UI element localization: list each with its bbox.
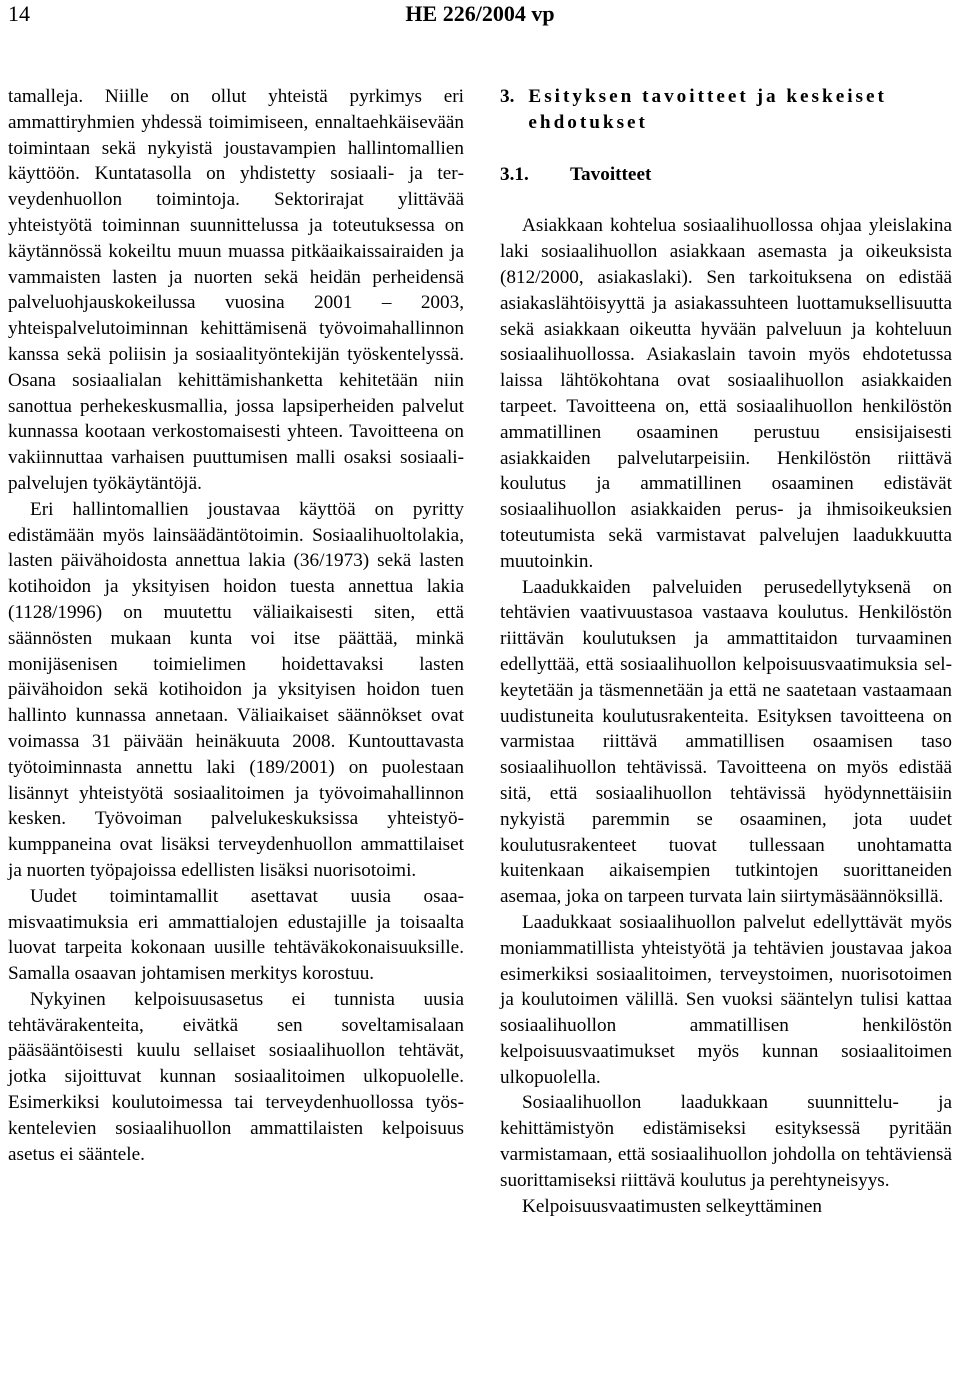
subsection-title: Tavoitteet [570,163,652,185]
page-number: 14 [8,1,30,26]
subsection-number: 3.1. [500,163,529,185]
section-title: Esityksen tavoitteet ja keskeiset ehdotukset [528,86,887,133]
right-paragraph-1: Asiakkaan kohtelua sosiaalihuollossa ohjaa yleislakina laki sosiaalihuollon asiakkaan asemasta ja oikeuksista (812/2000, asiakaslaki). Sen tarkoituksena on edistää asiakaslähtöisyyttä ja asiakassuhteen luottamuksellisuutta sekä asiakkaan oikeutta hyvään palveluun ja kohteluun sosiaalihuollossa. Asiakaslain tavoin myös ehdotetussa laissa lähtökohtana ovat sosiaalihuollon asiakkaiden tarpeet. Tavoitteena on, että sosiaalihuollon henkilöstön ammatillinen osaaminen perustuu ensisijaisesti asiakkaiden palvelutarpeisiin. Henkilöstön riittävä koulutus ja ammatillinen osaaminen edistävät sosiaalihuollon asiakkaiden perus- ja ihmisoikeuksien toteutumista sekä varmistavat palvelujen laadukkuutta muutoinkin. [500,215,952,572]
left-paragraph-4: Nykyinen kelpoisuusasetus ei tunnista uusia tehtävärakenteita, eivätkä sen soveltamisalaan pääsääntöisesti kuulu sellaiset sosiaalihuollon tehtävät, jotka sijoittuvat kunnan sosiaalitoimen ulkopuolelle. Esimerkiksi koulutoimessa tai terveydenhuollossa työskentelevien sosiaalihuollon ammattilaisten kelpoisuus asetus ei sääntele. [8,988,464,1165]
section-number: 3. [500,86,515,107]
right-paragraph-5: Kelpoisuusvaatimusten selkeyttäminen [522,1195,823,1217]
left-paragraph-3: Uudet toimintamallit asettavat uusia osaamisvaatimuksia eri ammattialojen edustajille ja toisaalta luovat tarpeita kokonaan uusille tehtäväkokonaisuuksille. Samalla osaavan johtamisen merkitys korostuu. [8,885,464,985]
left-column [8,84,464,1167]
right-column [500,84,952,1219]
left-paragraph-1: tamalleja. Niille on ollut yhteistä pyrkimys eri ammattiryhmien yhdessä toimimiseen, ennaltaehkäisevään toimintaan sekä nykyistä joustavampien hallintomallien käyttöön. Kuntatasolla on yhdistetty sosiaali- ja terveydenhuollon toimintoja. Sektorirajat ylittävää yhteistyötä toiminnan suunnittelussa ja toteutuksessa on käytännössä kokeiltu muun muassa pitkäaikaissairaiden ja vammaisten lasten ja nuorten sekä heidän perheidensä palveluohjauskokeilussa vuosina 2001 – 2003, yhteispalvelutoiminnan kehittämisenä työvoimahallinnon kanssa sekä poliisin ja sosiaalityöntekijän työskentelyssä. Osana sosiaalialan kehittämishanketta kehitetään niin sanottua perhekeskusmallia, jossa lapsiperheiden palvelut kunnassa kootaan verkostomaisesti yhteen. Tavoitteena on vakiinnuttaa varhaisen puuttumisen malli osaksi sosiaalipalvelujen työkäytäntöjä. [8,86,464,494]
right-paragraph-4: Sosiaalihuollon laadukkaan suunnittelu- ja kehittämistyön edistämiseksi esityksessä pyritään varmistamaan, että sosiaalihuollon johdolla on tehtäviensä suorittamiseksi riittävä koulutus ja perehtyneisyys. [500,1092,952,1191]
document-identifier: HE 226/2004 vp [405,1,555,26]
subsection-heading [500,162,952,188]
section-heading [500,84,952,136]
right-paragraph-3: Laadukkaat sosiaalihuollon palvelut edellyttävät myös moniammatillista yhteistyötä ja tehtävien joustavaa jakoa esimerkiksi sosiaalitoimen, terveystoimen, nuorisotoimen ja koulutoimen välillä. Sen vuoksi sääntelyn tulisi kattaa sosiaalihuollon ammatillisen henkilöstön kelpoisuusvaatimukset myös kunnan sosiaalitoimen ulkopuolella. [500,911,952,1088]
left-paragraph-2: Eri hallintomallien joustavaa käyttöä on pyritty edistämään myös lainsäädäntötoimin. Sosiaalihuoltolakia, lasten päivähoidosta annettua lakia (36/1973) sekä lasten kotihoidon ja yksityisen hoidon tuesta annettua lakia (1128/1996) on muutettu väliaikaisesti siten, että säännösten mukaan kunta voi itse päättää, minkä monijäsenisen toimielimen hoidettavaksi lasten päivähoidon sekä kotihoidon ja yksityisen hoidon tuen hallinto kunnassa annetaan. Väliaikaiset säännökset ovat voimassa 31 päivään heinäkuuta 2008. Kuntouttavasta työtoiminnasta annettu laki (189/2001) on puolestaan lisännyt yhteistyötä sosiaalitoimen ja työvoimahallinnon kesken. Työvoiman palvelukeskuksissa yhteistyökumppaneina ovat lisäksi terveydenhuollon ammattilaiset ja nuorten työpajoissa edellisten lisäksi nuorisotoimi. [8,498,464,881]
right-paragraph-2: Laadukkaiden palveluiden perusedellytyksenä on tehtävien vaativuustasoa vastaava koulutus. Henkilöstön riittävän koulutuksen ja ammattitaidon turvaaminen edellyttää, että sosiaalihuollon kelpoisuusvaatimuksia selkeytetään ja täsmennetään ja että ne saatetaan vastaamaan uudistuneita koulutusrakenteita. Esityksen tavoitteena on varmistaa riittävä ammatillisen osaamisen taso sosiaalihuollon tehtävissä. Tavoitteena on myös edistää sitä, että sosiaalihuollon tehtävissä hyödynnettäisiin nykyistä paremmin se osaaminen, jota uudet koulutusrakenteet tuovat tullessaan unohtamatta kuitenkaan aikaisempien tutkintojen suorittaneiden asemaa, joka on tarpeen turvata lain siirtymäsäännöksillä. [500,576,952,908]
